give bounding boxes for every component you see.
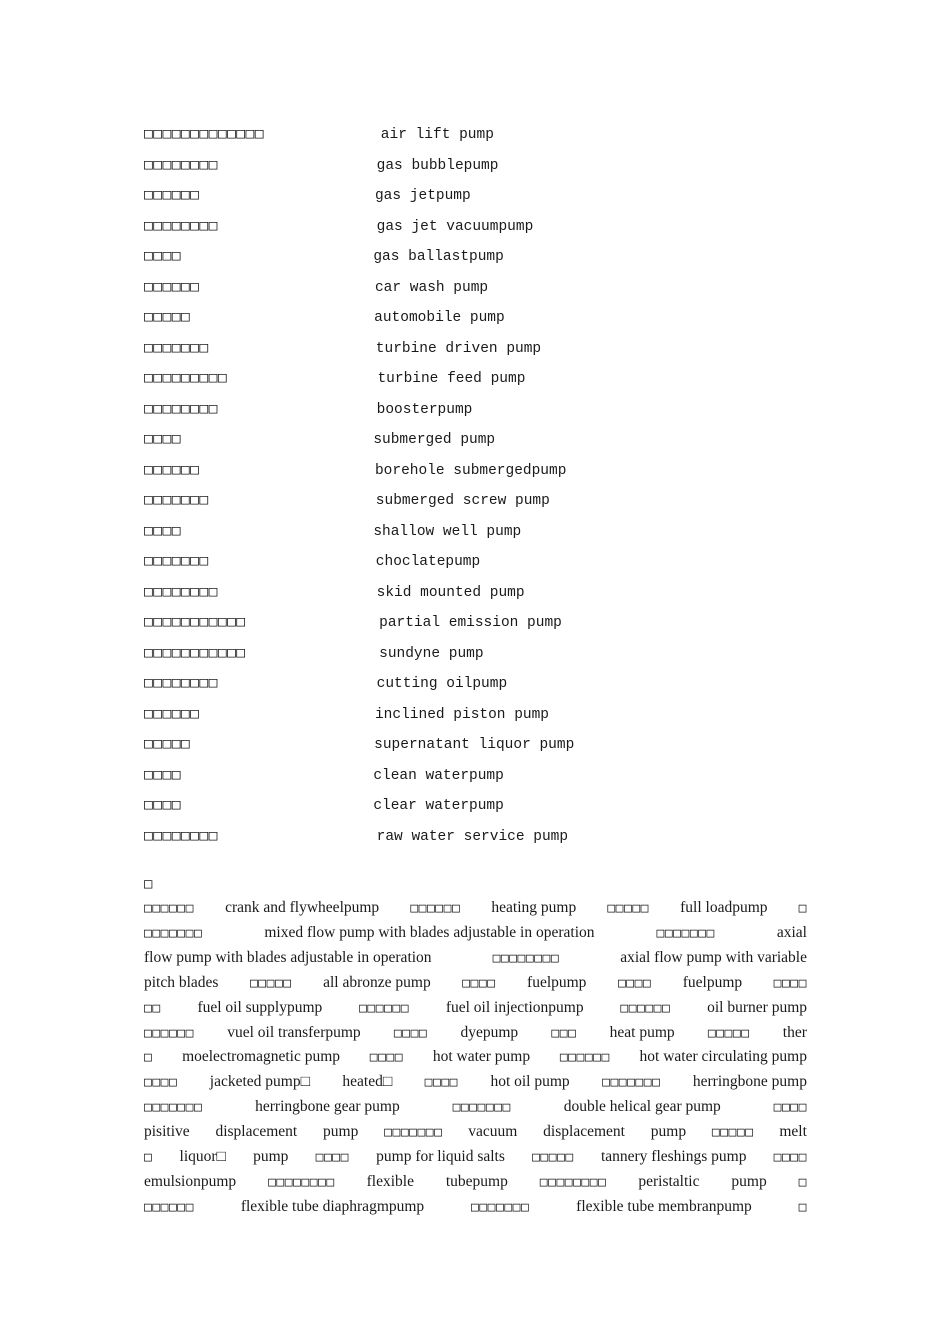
term-chinese: □□□□□ xyxy=(711,1125,754,1141)
term-chinese: □□□□ xyxy=(144,431,181,447)
paragraph-line xyxy=(144,974,807,998)
term-chinese: □□□□ xyxy=(462,975,496,991)
paragraph-line xyxy=(144,924,807,948)
term-row xyxy=(144,187,471,207)
term-english: submerged screw pump xyxy=(375,493,550,509)
term-english: pump xyxy=(323,1123,359,1141)
term-chinese: □□□□ xyxy=(617,975,652,991)
term-english: fuelpump xyxy=(682,973,743,991)
term-row xyxy=(144,614,562,634)
term-chinese: □□ xyxy=(144,1000,161,1016)
term-chinese: □□□□□□ xyxy=(620,1000,671,1016)
term-chinese: □□□□□□ xyxy=(144,1199,194,1215)
term-chinese: □□□□□□ xyxy=(144,705,200,722)
term-chinese: □□□□□□□□ xyxy=(492,950,560,966)
term-english: partial emission pump xyxy=(379,615,562,631)
term-english: supernatant liquor pump xyxy=(374,737,575,753)
term-english: displacement xyxy=(543,1123,625,1141)
term-english: heating pump xyxy=(491,899,577,916)
term-english: pump xyxy=(253,1148,289,1165)
term-english: flow pump with blades adjustable in operation xyxy=(144,948,432,966)
term-row xyxy=(144,736,574,756)
term-row xyxy=(144,828,568,848)
paragraph-line xyxy=(144,1173,807,1197)
term-chinese: □□□□ xyxy=(773,975,807,991)
term-row xyxy=(144,675,507,695)
term-english: borehole submergedpump xyxy=(374,462,567,479)
term-chinese: □□□□□□□□□□□□□ xyxy=(144,126,264,142)
term-chinese: □□□□ xyxy=(315,1150,349,1165)
term-english: vacuum xyxy=(468,1123,518,1141)
term-english: oil burner pump xyxy=(707,998,807,1016)
term-chinese: □ xyxy=(798,1174,807,1190)
term-row xyxy=(144,797,504,817)
term-chinese: □□□□ xyxy=(393,1025,428,1041)
term-english: herringbone gear pump xyxy=(255,1098,400,1116)
term-chinese: □□□□ xyxy=(144,1075,178,1091)
term-english: clear waterpump xyxy=(373,798,504,814)
term-chinese: □□□□ xyxy=(144,522,181,539)
section-marker: □ xyxy=(144,876,153,892)
paragraph-line xyxy=(144,949,807,973)
term-chinese: □□□□□□□ xyxy=(144,553,209,569)
term-row xyxy=(144,492,550,512)
term-chinese: □□□□□□□ xyxy=(656,925,715,941)
term-chinese: □□□□ xyxy=(144,248,181,264)
term-chinese: □□□□□□□□□□□ xyxy=(144,614,246,630)
term-english: flexible xyxy=(366,1172,414,1190)
term-row xyxy=(144,584,525,604)
paragraph-line xyxy=(144,1024,807,1048)
term-chinese: □□□□□□ xyxy=(144,1025,194,1041)
term-english: moelectromagnetic pump xyxy=(182,1048,341,1066)
term-row xyxy=(144,431,495,451)
term-english: full loadpump xyxy=(680,899,768,916)
term-chinese: □□□□□ xyxy=(532,1150,574,1165)
term-chinese: □□□□□ xyxy=(144,736,191,752)
term-english: jacketed pump□ xyxy=(209,1073,310,1091)
term-english: ther xyxy=(782,1023,807,1041)
term-english: sundyne pump xyxy=(379,645,484,662)
term-english: air lift pump xyxy=(380,127,494,143)
term-english: choclatepump xyxy=(375,554,481,570)
term-row xyxy=(144,401,472,421)
term-row xyxy=(144,340,541,360)
term-chinese: □□□□□□□□ xyxy=(144,583,218,600)
term-chinese: □□□□ xyxy=(144,766,181,783)
paragraph-line xyxy=(144,999,807,1023)
term-english: gas bubblepump xyxy=(376,157,499,174)
term-english: inclined piston pump xyxy=(374,706,550,723)
term-chinese: □□□□□ xyxy=(707,1025,750,1041)
term-english: pump xyxy=(650,1123,687,1141)
term-english: clean waterpump xyxy=(373,767,504,784)
term-english: pisitive xyxy=(144,1123,190,1141)
term-row xyxy=(144,553,480,573)
term-english: flexible tube membranpump xyxy=(576,1197,752,1215)
term-chinese: □□□□□□ xyxy=(410,901,461,916)
term-english: turbine driven pump xyxy=(375,340,542,357)
paragraph-line xyxy=(144,1198,807,1222)
term-english: submerged pump xyxy=(373,432,496,448)
term-row xyxy=(144,248,504,268)
term-english: heat pump xyxy=(609,1023,675,1041)
term-chinese: □□□□ xyxy=(144,797,181,813)
term-english: mixed flow pump with blades adjustable in operation xyxy=(264,923,595,941)
term-english: herringbone pump xyxy=(692,1073,807,1091)
term-chinese: □□□□□□□□ xyxy=(144,675,218,691)
term-row xyxy=(144,462,566,482)
term-english: liquor□ xyxy=(179,1148,226,1165)
term-chinese: □□□□ xyxy=(773,1150,807,1165)
term-english: melt xyxy=(779,1123,807,1141)
term-chinese: □□□□□□ xyxy=(144,278,200,295)
term-english: flexible tube diaphragmpump xyxy=(240,1197,425,1215)
term-english: dyepump xyxy=(460,1023,519,1041)
term-english: tannery fleshings pump xyxy=(600,1148,747,1165)
term-row xyxy=(144,767,504,787)
term-english: hot oil pump xyxy=(490,1073,570,1091)
term-row xyxy=(144,157,498,177)
term-chinese: □□□□□□□ xyxy=(144,339,209,356)
term-english: all abronze pump xyxy=(323,973,431,991)
term-english: gas ballastpump xyxy=(373,249,504,265)
term-chinese: □□□□□□□ xyxy=(144,492,209,508)
term-english: pitch blades xyxy=(144,973,219,991)
term-chinese: □□□□□ xyxy=(249,975,292,991)
term-english: emulsionpump xyxy=(144,1172,237,1190)
term-english: axial flow pump with variable xyxy=(620,948,807,966)
term-english: vuel oil transferpump xyxy=(227,1023,361,1041)
paragraph-line xyxy=(144,1098,807,1122)
term-english: hot water circulating pump xyxy=(639,1048,807,1066)
term-english: turbine feed pump xyxy=(377,371,526,387)
term-chinese: □□□□□□□□ xyxy=(144,400,218,417)
term-row xyxy=(144,126,494,146)
term-english: double helical gear pump xyxy=(563,1098,721,1116)
term-chinese: □□□□□□□□ xyxy=(144,827,218,844)
term-chinese: □□□□□□□□ xyxy=(144,156,218,173)
term-chinese: □□□□□□ xyxy=(359,1000,410,1016)
paragraph-line xyxy=(144,899,807,923)
term-english: gas jet vacuumpump xyxy=(376,218,534,235)
term-chinese: □□□□□□□□□ xyxy=(144,370,228,386)
term-english: tubepump xyxy=(445,1172,508,1190)
term-english: cutting oilpump xyxy=(376,676,508,692)
term-english: car wash pump xyxy=(374,279,489,296)
term-english: displacement xyxy=(215,1123,298,1141)
term-english: crank and flywheelpump xyxy=(225,899,380,916)
term-english: fuel oil injectionpump xyxy=(445,998,584,1016)
term-chinese: □□□□□□□ xyxy=(452,1100,511,1116)
term-chinese: □□□□□□□□ xyxy=(144,217,218,234)
term-chinese: □ xyxy=(798,1199,807,1215)
term-chinese: □□□□□□□□□□□ xyxy=(144,644,246,661)
term-row xyxy=(144,218,533,238)
term-chinese: □□□□□ xyxy=(607,901,649,916)
paragraph-line xyxy=(144,1073,807,1097)
term-chinese: □□□□ xyxy=(424,1075,458,1091)
term-chinese: □ xyxy=(798,901,807,916)
term-english: boosterpump xyxy=(376,401,473,418)
term-chinese: □□□□□□□ xyxy=(144,925,203,941)
term-english: peristaltic xyxy=(638,1172,700,1190)
term-chinese: □□□□□□ xyxy=(144,901,194,916)
term-english: raw water service pump xyxy=(376,828,569,845)
term-english: pump for liquid salts xyxy=(376,1148,505,1165)
term-english: fuelpump xyxy=(527,973,587,991)
paragraph-line xyxy=(144,1123,807,1147)
term-chinese: □ xyxy=(144,1150,153,1165)
term-chinese: □□□□□□□ xyxy=(144,1100,203,1116)
paragraph-line xyxy=(144,1148,807,1172)
term-row xyxy=(144,706,549,726)
term-chinese: □□□□□□□ xyxy=(471,1199,530,1215)
term-chinese: □□□□ xyxy=(773,1100,807,1116)
paragraph-line xyxy=(144,1048,807,1072)
term-chinese: □□□□□□ xyxy=(144,461,200,478)
term-english: skid mounted pump xyxy=(376,584,525,601)
term-english: fuel oil supplypump xyxy=(197,998,323,1016)
term-chinese: □ xyxy=(144,1050,153,1066)
term-row xyxy=(144,370,525,390)
term-english: automobile pump xyxy=(374,310,505,326)
term-chinese: □□□□□□□ xyxy=(602,1075,661,1091)
term-chinese: □□□□□□□ xyxy=(384,1125,443,1141)
term-english: shallow well pump xyxy=(373,523,522,540)
term-chinese: □□□□□□ xyxy=(559,1050,610,1066)
term-chinese: □□□□ xyxy=(369,1050,404,1066)
term-chinese: □□□□□□□□ xyxy=(539,1174,607,1190)
term-row xyxy=(144,645,484,665)
term-english: hot water pump xyxy=(432,1048,531,1066)
term-english: pump xyxy=(731,1172,767,1190)
term-row xyxy=(144,523,521,543)
term-english: heated□ xyxy=(342,1073,393,1091)
term-row xyxy=(144,279,488,299)
term-chinese: □□□□□□ xyxy=(144,187,200,203)
term-english: gas jetpump xyxy=(374,188,471,204)
term-english: axial xyxy=(776,923,807,941)
term-chinese: □□□□□ xyxy=(144,309,191,325)
term-chinese: □□□□□□□□ xyxy=(268,1174,335,1190)
term-chinese: □□□ xyxy=(551,1025,577,1041)
term-row xyxy=(144,309,505,329)
